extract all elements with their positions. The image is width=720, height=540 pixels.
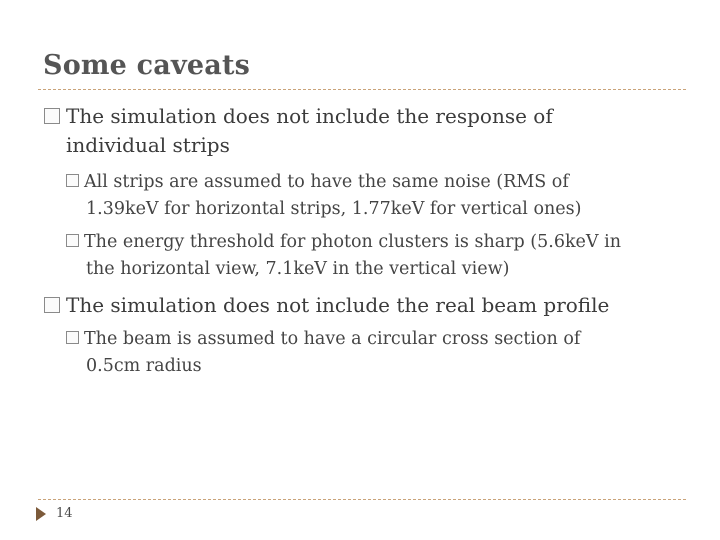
subbullet-beam-cross-section [66,326,696,380]
subbullet-text-line1: All strips are assumed to have the same noise (RMS of [84,172,569,192]
slide-title: Some caveats [43,50,251,81]
bullet-simulation-response [44,102,684,160]
subbullet-noise [66,169,696,223]
subbullet-text-line1: The energy threshold for photon clusters is sharp (5.6keV in [84,232,621,252]
bullet-box-icon [66,234,79,247]
bullet-box-icon [44,297,60,313]
footer-arrow-icon [36,507,46,521]
bullet-text-line1: The simulation does not include the response of [66,104,553,128]
bullet-text-line2: individual strips [66,133,230,157]
bullet-box-icon [66,174,79,187]
subbullet-text-line2: 1.39keV for horizontal strips, 1.77keV for vertical ones) [86,199,582,219]
subbullet-text-line1: The beam is assumed to have a circular cross section of [84,329,581,349]
subbullet-threshold [66,229,696,283]
bullet-box-icon [66,331,79,344]
bullet-beam-profile [44,291,684,320]
page-number: 14 [56,506,73,521]
bullet-text-line1: The simulation does not include the real beam profile [66,293,610,317]
footer-divider [38,499,686,500]
subbullet-text-line2: the horizontal view, 7.1keV in the vertical view) [86,259,510,279]
subbullet-text-line2: 0.5cm radius [86,356,202,376]
title-divider [38,89,686,90]
bullet-box-icon [44,108,60,124]
